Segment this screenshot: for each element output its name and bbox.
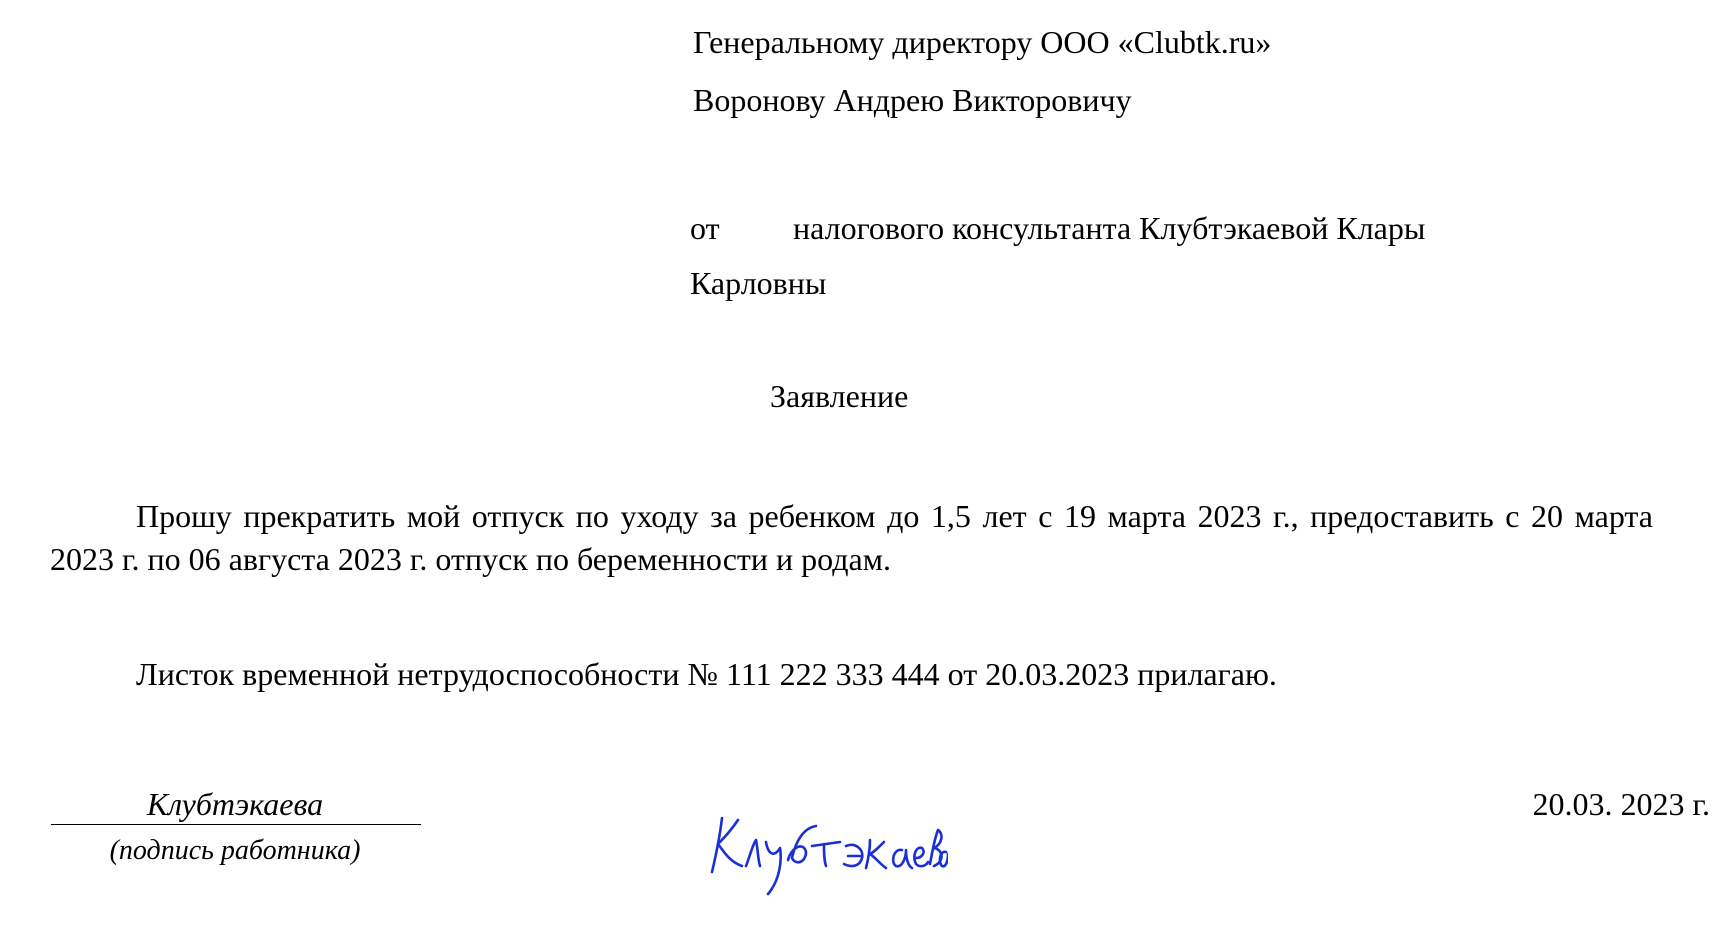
from-label: от xyxy=(690,210,720,246)
document-title: Заявление xyxy=(770,378,909,414)
body-paragraph-2: Листок временной нетрудоспособности № 111 222 333 444 от 20.03.2023 прилагаю. xyxy=(136,656,1277,692)
signature-caption: (подпись работника) xyxy=(109,835,361,866)
sender-line-1: налогового консультанта Клубтэкаевой Клары xyxy=(793,210,1426,246)
document-date: 20.03. 2023 г. xyxy=(1532,786,1710,822)
signature-name: Клубтэкаева xyxy=(146,786,324,822)
signature-line xyxy=(51,824,421,825)
handwritten-signature xyxy=(708,800,948,900)
sender-line-2: Карловны xyxy=(690,265,827,301)
body-paragraph-1: Прошу прекратить мой отпуск по уходу за ребенком до 1,5 лет с 19 марта 2023 г., предоставить с 20 марта 2023 г. по 06 августа 2023 г. отпуск по беременности и родам. xyxy=(50,498,1653,577)
recipient-line-2: Воронову Андрею Викторовичу xyxy=(693,82,1132,118)
recipient-line-1: Генеральному директору ООО «Clubtk.ru» xyxy=(693,24,1272,60)
